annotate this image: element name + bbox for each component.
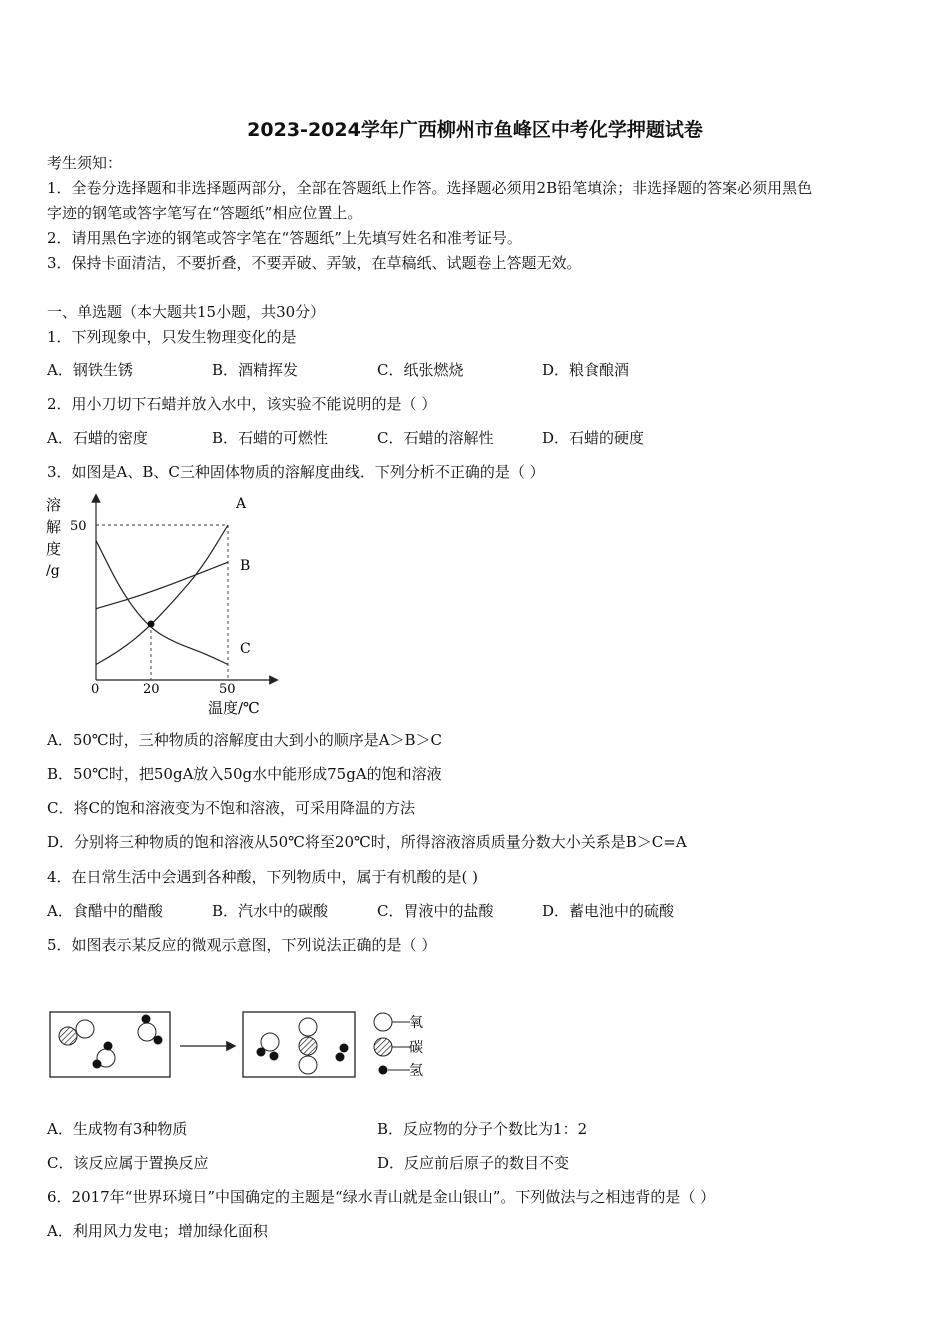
q1-option-c[interactable]: C．纸张燃烧 (377, 361, 464, 379)
legend-hydrogen-label: 氢 (409, 1063, 423, 1079)
section-heading: 一、单选题（本大题共15小题，共30分） (47, 303, 326, 321)
legend-oxygen-icon (374, 1013, 392, 1031)
q5-option-d[interactable]: D．反应前后原子的数目不变 (377, 1154, 570, 1172)
q5-option-c[interactable]: C．该反应属于置换反应 (47, 1154, 209, 1172)
q3-option-d[interactable]: D．分别将三种物质的饱和溶液从50℃将至20℃时，所得溶液溶质质量分数大小关系是B＞C=A (47, 833, 687, 851)
y-label-char-4: /g (46, 563, 60, 579)
question-1-stem: 1．下列现象中，只发生物理变化的是 (47, 328, 297, 346)
reaction-diagram (40, 1000, 440, 1090)
series-b-line (96, 562, 228, 609)
legend-oxygen-label: 氧 (409, 1015, 423, 1031)
q4-option-c[interactable]: C．胃液中的盐酸 (377, 902, 494, 920)
x-tick-20: 20 (143, 682, 160, 697)
reactant-water-molecule-1 (93, 1042, 116, 1069)
q1-option-a[interactable]: A．钢铁生锈 (47, 361, 133, 379)
q3-option-c[interactable]: C．将C的饱和溶液变为不饱和溶液，可采用降温的方法 (47, 799, 415, 817)
product-hydrogen-molecule (336, 1044, 349, 1062)
q1-option-d[interactable]: D．粮食酿酒 (542, 361, 630, 379)
y-tick-50: 50 (70, 519, 87, 534)
y-label-char-3: 度 (46, 540, 62, 558)
q2-option-c[interactable]: C．石蜡的溶解性 (377, 429, 494, 447)
x-tick-0: 0 (91, 682, 100, 697)
reactant-water-molecule-2 (138, 1015, 163, 1045)
q2-option-d[interactable]: D．石蜡的硬度 (542, 429, 645, 447)
question-5-stem: 5．如图表示某反应的微观示意图，下列说法正确的是（ ） (47, 936, 437, 954)
q4-option-b[interactable]: B．汽水中的碳酸 (212, 902, 329, 920)
product-water-molecule (257, 1033, 280, 1061)
q3-option-a[interactable]: A．50℃时，三种物质的溶解度由大到小的顺序是A＞B＞C (47, 731, 443, 749)
intersection-point (148, 621, 155, 628)
notice-heading: 考生须知： (47, 154, 123, 172)
series-b-label: B (240, 558, 251, 574)
question-4-stem: 4．在日常生活中会遇到各种酸，下列物质中，属于有机酸的是( ) (47, 868, 479, 886)
notice-line-1a: 1．全卷分选择题和非选择题两部分，全部在答题纸上作答。选择题必须用2B铅笔填涂；非选择题的答案必须用黑色 (47, 179, 813, 197)
notice-line-2: 2．请用黑色字迹的钢笔或答字笔在“答题纸”上先填写姓名和准考证号。 (47, 229, 522, 247)
q4-option-d[interactable]: D．蓄电池中的硫酸 (542, 902, 675, 920)
q1-option-b[interactable]: B．酒精挥发 (212, 361, 299, 379)
q2-option-a[interactable]: A．石蜡的密度 (47, 429, 148, 447)
solubility-chart (40, 490, 300, 720)
q3-option-b[interactable]: B．50℃时，把50gA放入50g水中能形成75gA的饱和溶液 (47, 765, 442, 783)
q4-option-a[interactable]: A．食醋中的醋酸 (47, 902, 163, 920)
q2-option-b[interactable]: B．石蜡的可燃性 (212, 429, 329, 447)
notice-line-3: 3．保持卡面清洁，不要折叠，不要弄破、弄皱，在草稿纸、试题卷上答题无效。 (47, 254, 582, 272)
q6-option-a[interactable]: A．利用风力发电；增加绿化面积 (47, 1222, 268, 1240)
y-label-char-2: 解 (46, 518, 62, 536)
series-a-line (96, 525, 228, 665)
legend-carbon-icon (374, 1038, 392, 1056)
y-label-char-1: 溶 (46, 496, 62, 514)
q5-option-b[interactable]: B．反应物的分子个数比为1：2 (377, 1120, 588, 1138)
legend-hydrogen-icon (379, 1066, 388, 1075)
question-3-stem: 3．如图是A、B、C三种固体物质的溶解度曲线．下列分析不正确的是（ ） (47, 463, 545, 481)
question-6-stem: 6．2017年“世界环境日”中国确定的主题是“绿水青山就是金山银山”。下列做法与之相违背的是（ ） (47, 1188, 716, 1206)
q5-option-a[interactable]: A．生成物有3种物质 (47, 1120, 188, 1138)
series-c-label: C (240, 641, 251, 657)
product-co2-molecule (299, 1018, 317, 1074)
x-tick-50: 50 (219, 682, 236, 697)
reactant-co2-molecule (59, 1020, 94, 1045)
page-title: 2023-2024学年广西柳州市鱼峰区中考化学押题试卷 (247, 119, 703, 141)
notice-line-1b: 字迹的钢笔或答字笔写在“答题纸”相应位置上。 (47, 204, 363, 222)
legend-carbon-label: 碳 (409, 1040, 423, 1056)
question-2-stem: 2．用小刀切下石蜡并放入水中，该实验不能说明的是（ ） (47, 395, 437, 413)
series-a-label: A (236, 496, 247, 512)
x-axis-label: 温度/℃ (208, 699, 260, 717)
